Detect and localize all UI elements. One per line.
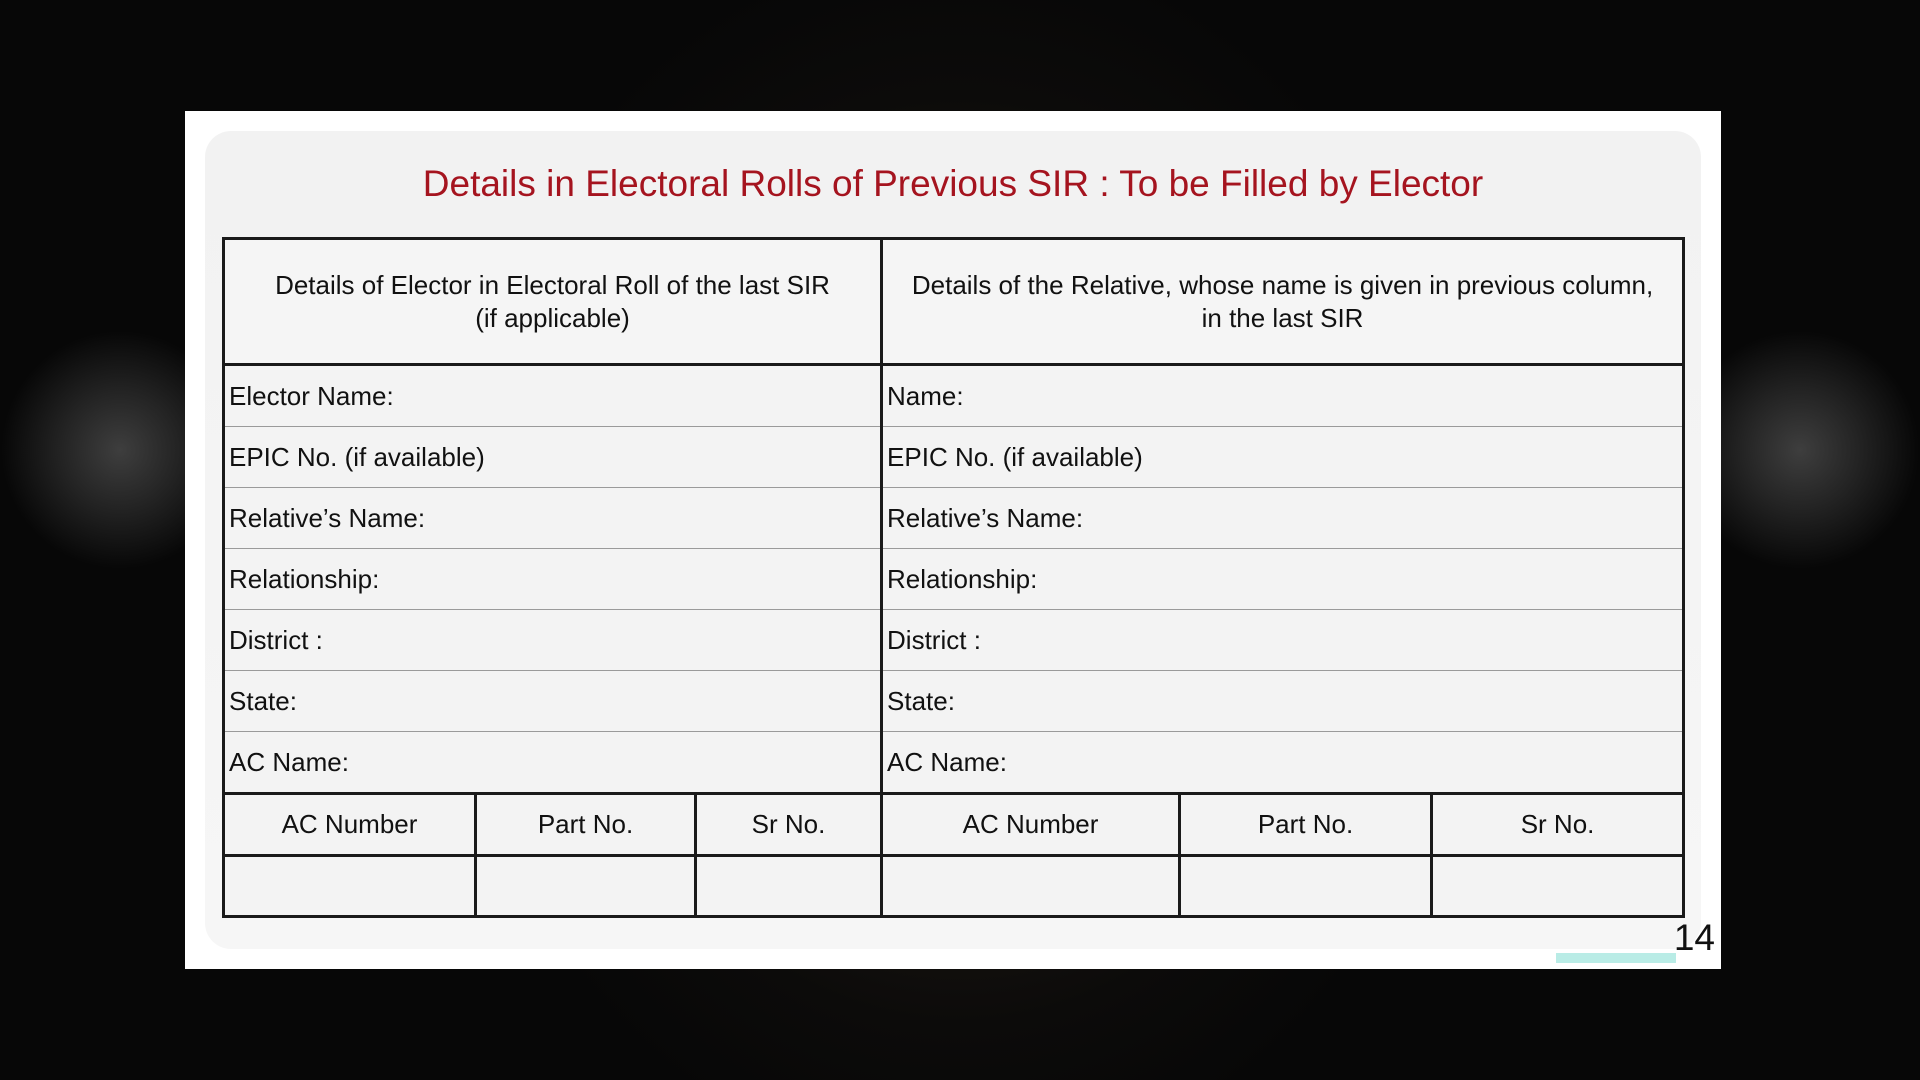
header-left-line1: Details of Elector in Electoral Roll of the last SIR (275, 269, 830, 300)
number-header-row (224, 794, 1684, 856)
relative-name-field[interactable]: Name: (882, 365, 1684, 427)
electoral-details-table (222, 237, 1685, 918)
elector-district-field[interactable]: District : (224, 610, 882, 671)
table-row (224, 427, 1684, 488)
elector-state-field[interactable]: State: (224, 671, 882, 732)
elector-relationship-field[interactable]: Relationship: (224, 549, 882, 610)
relative-part-no-input[interactable] (1180, 856, 1432, 917)
table-header-row (224, 239, 1684, 365)
relative-district-field[interactable]: District : (882, 610, 1684, 671)
table-row (224, 732, 1684, 794)
relative-state-field[interactable]: State: (882, 671, 1684, 732)
relative-ac-number-header: AC Number (882, 794, 1180, 856)
table-row (224, 549, 1684, 610)
elector-ac-number-header: AC Number (224, 794, 476, 856)
elector-epic-field[interactable]: EPIC No. (if available) (224, 427, 882, 488)
header-left-line2: (if applicable) (475, 302, 630, 333)
relative-sr-no-input[interactable] (1432, 856, 1684, 917)
relative-epic-field[interactable]: EPIC No. (if available) (882, 427, 1684, 488)
elector-ac-number-input[interactable] (224, 856, 476, 917)
presentation-slide (185, 111, 1721, 969)
background-glasses-left (0, 330, 200, 570)
table-row (224, 488, 1684, 549)
relative-sr-no-header: Sr No. (1432, 794, 1684, 856)
relative-relationship-field[interactable]: Relationship: (882, 549, 1684, 610)
relative-part-no-header: Part No. (1180, 794, 1432, 856)
header-relative-details (882, 239, 1684, 365)
elector-ac-name-field[interactable]: AC Name: (224, 732, 882, 794)
relative-relative-name-field[interactable]: Relative’s Name: (882, 488, 1684, 549)
header-right-line1: Details of the Relative, whose name is given in previous column, (911, 269, 1654, 300)
relative-ac-number-input[interactable] (882, 856, 1180, 917)
elector-part-no-input[interactable] (476, 856, 696, 917)
header-right-line2: in the last SIR (1201, 302, 1364, 333)
elector-sr-no-header: Sr No. (696, 794, 882, 856)
table-row (224, 671, 1684, 732)
elector-relative-name-field[interactable]: Relative’s Name: (224, 488, 882, 549)
header-elector-details (224, 239, 882, 365)
table-row (224, 365, 1684, 427)
page-number: 14 (1673, 917, 1715, 958)
table-row (224, 610, 1684, 671)
elector-name-field[interactable]: Elector Name: (224, 365, 882, 427)
slide-card (205, 131, 1715, 958)
background-glasses-right (1720, 330, 1920, 570)
elector-part-no-header: Part No. (476, 794, 696, 856)
relative-ac-name-field[interactable]: AC Name: (882, 732, 1684, 794)
elector-sr-no-input[interactable] (696, 856, 882, 917)
number-input-row (224, 856, 1684, 917)
slide-title: Details in Electoral Rolls of Previous SIR : To be Filled by Elector (422, 163, 1484, 204)
